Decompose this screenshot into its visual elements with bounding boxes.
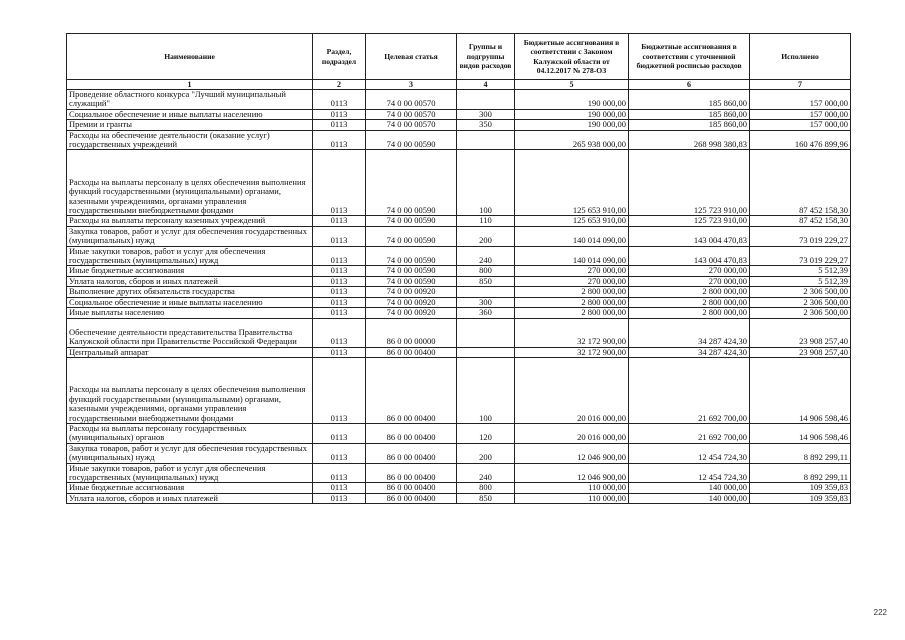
- row-executed: 8 892 299,11: [750, 463, 851, 483]
- row-name: Иные бюджетные ассигнования: [67, 483, 313, 493]
- table-row: [67, 109, 851, 119]
- row-refined-allocation: 185 860,00: [629, 90, 750, 110]
- row-section: 0113: [313, 297, 366, 307]
- row-law-allocation: 2 800 000,00: [515, 297, 629, 307]
- row-name: Иные закупки товаров, работ и услуг для обеспечения государственных (муниципальных) нужд: [67, 246, 313, 266]
- row-executed: 87 452 158,30: [750, 216, 851, 226]
- row-executed: 109 359,83: [750, 493, 851, 503]
- row-name: Расходы на выплаты персоналу в целях обеспечения выполнения функций государственными (муниципальными) органами, казенными учреждениями, органами управления государственными внебюджетными фондами: [67, 150, 313, 216]
- row-section: 0113: [313, 266, 366, 276]
- row-section: 0113: [313, 216, 366, 226]
- row-target-article: 74 0 00 00590: [366, 246, 457, 266]
- row-section: 0113: [313, 308, 366, 318]
- col-number: 6: [629, 80, 750, 90]
- table-row: [67, 150, 851, 216]
- row-section: 0113: [313, 276, 366, 286]
- row-law-allocation: 12 046 900,00: [515, 463, 629, 483]
- row-target-article: 74 0 00 00920: [366, 297, 457, 307]
- row-refined-allocation: 125 723 910,00: [629, 150, 750, 216]
- row-name: Проведение областного конкурса "Лучший муниципальный служащий": [67, 90, 313, 110]
- row-expense-group: 110: [457, 216, 515, 226]
- row-target-article: 86 0 00 00400: [366, 347, 457, 357]
- row-target-article: 74 0 00 00590: [366, 150, 457, 216]
- table-row: [67, 483, 851, 493]
- row-target-article: 74 0 00 00590: [366, 226, 457, 246]
- header-expense-group: Группы и подгруппы видов расходов: [457, 34, 515, 80]
- page-number: 222: [873, 608, 887, 617]
- row-executed: 5 512,39: [750, 276, 851, 286]
- row-expense-group: 800: [457, 266, 515, 276]
- row-name: Расходы на выплаты персоналу казенных учреждений: [67, 216, 313, 226]
- row-refined-allocation: 143 004 470,83: [629, 246, 750, 266]
- table-row: [67, 318, 851, 347]
- table-row: [67, 493, 851, 503]
- col-number: 5: [515, 80, 629, 90]
- row-law-allocation: 190 000,00: [515, 109, 629, 119]
- header-law-allocations: Бюджетные ассигнования в соответствии с Законом Калужской области от 04.12.2017 № 278-ОЗ: [515, 34, 629, 80]
- table-row: [67, 276, 851, 286]
- col-number: 3: [366, 80, 457, 90]
- row-target-article: 86 0 00 00400: [366, 493, 457, 503]
- row-target-article: 74 0 00 00590: [366, 130, 457, 150]
- header-executed: Исполнено: [750, 34, 851, 80]
- row-law-allocation: 110 000,00: [515, 483, 629, 493]
- row-name: Центральный аппарат: [67, 347, 313, 357]
- row-refined-allocation: 140 000,00: [629, 493, 750, 503]
- row-refined-allocation: 185 860,00: [629, 120, 750, 130]
- row-name: Социальное обеспечение и иные выплаты населению: [67, 109, 313, 119]
- row-name: Уплата налогов, сборов и иных платежей: [67, 493, 313, 503]
- row-name: Иные выплаты населению: [67, 308, 313, 318]
- header-name: Наименование: [67, 34, 313, 80]
- row-name: Социальное обеспечение и иные выплаты населению: [67, 297, 313, 307]
- row-executed: 109 359,83: [750, 483, 851, 493]
- table-row: [67, 226, 851, 246]
- row-section: 0113: [313, 120, 366, 130]
- row-executed: 14 906 598,46: [750, 423, 851, 443]
- row-name: Выполнение других обязательств государства: [67, 287, 313, 297]
- row-refined-allocation: 270 000,00: [629, 266, 750, 276]
- table-row: [67, 308, 851, 318]
- row-refined-allocation: 12 454 724,30: [629, 463, 750, 483]
- row-name: Расходы на выплаты персоналу государственных (муниципальных) органов: [67, 423, 313, 443]
- row-target-article: 74 0 00 00570: [366, 109, 457, 119]
- row-section: 0113: [313, 287, 366, 297]
- row-target-article: 74 0 00 00570: [366, 90, 457, 110]
- row-executed: 160 476 899,96: [750, 130, 851, 150]
- row-expense-group: 100: [457, 150, 515, 216]
- row-executed: 87 452 158,30: [750, 150, 851, 216]
- row-law-allocation: 12 046 900,00: [515, 443, 629, 463]
- row-refined-allocation: 2 800 000,00: [629, 287, 750, 297]
- col-number: 7: [750, 80, 851, 90]
- row-executed: 157 000,00: [750, 120, 851, 130]
- row-target-article: 86 0 00 00400: [366, 443, 457, 463]
- row-law-allocation: 140 014 090,00: [515, 226, 629, 246]
- row-target-article: 74 0 00 00920: [366, 308, 457, 318]
- table-row: [67, 216, 851, 226]
- row-law-allocation: 190 000,00: [515, 120, 629, 130]
- budget-table: [66, 33, 851, 504]
- row-section: 0113: [313, 130, 366, 150]
- row-law-allocation: 265 938 000,00: [515, 130, 629, 150]
- row-name: Уплата налогов, сборов и иных платежей: [67, 276, 313, 286]
- row-law-allocation: 20 016 000,00: [515, 357, 629, 423]
- col-number: 1: [67, 80, 313, 90]
- row-executed: 73 019 229,27: [750, 226, 851, 246]
- row-expense-group: [457, 347, 515, 357]
- row-executed: 2 306 500,00: [750, 287, 851, 297]
- table-row: [67, 90, 851, 110]
- row-refined-allocation: 21 692 700,00: [629, 423, 750, 443]
- table-row: [67, 246, 851, 266]
- row-expense-group: [457, 130, 515, 150]
- budget-table-sheet: [66, 33, 851, 504]
- row-refined-allocation: 268 998 380,83: [629, 130, 750, 150]
- row-name: Расходы на обеспечение деятельности (оказание услуг) государственных учреждений: [67, 130, 313, 150]
- col-number: 2: [313, 80, 366, 90]
- row-law-allocation: 270 000,00: [515, 266, 629, 276]
- column-number-row: [67, 80, 851, 90]
- row-refined-allocation: 2 800 000,00: [629, 308, 750, 318]
- row-section: 0113: [313, 90, 366, 110]
- table-body: [67, 90, 851, 504]
- row-expense-group: 200: [457, 443, 515, 463]
- row-expense-group: 800: [457, 483, 515, 493]
- row-executed: 2 306 500,00: [750, 308, 851, 318]
- row-law-allocation: 190 000,00: [515, 90, 629, 110]
- row-target-article: 86 0 00 00400: [366, 423, 457, 443]
- table-row: [67, 463, 851, 483]
- row-section: 0113: [313, 318, 366, 347]
- row-expense-group: 100: [457, 357, 515, 423]
- row-refined-allocation: 185 860,00: [629, 109, 750, 119]
- row-refined-allocation: 143 004 470,83: [629, 226, 750, 246]
- row-target-article: 86 0 00 00400: [366, 463, 457, 483]
- table-row: [67, 266, 851, 276]
- row-law-allocation: 2 800 000,00: [515, 308, 629, 318]
- row-section: 0113: [313, 226, 366, 246]
- row-expense-group: [457, 287, 515, 297]
- row-expense-group: 200: [457, 226, 515, 246]
- row-name: Премии и гранты: [67, 120, 313, 130]
- row-target-article: 86 0 00 00400: [366, 357, 457, 423]
- row-section: 0113: [313, 347, 366, 357]
- row-executed: 5 512,39: [750, 266, 851, 276]
- row-section: 0113: [313, 483, 366, 493]
- col-number: 4: [457, 80, 515, 90]
- table-row: [67, 357, 851, 423]
- row-law-allocation: 140 014 090,00: [515, 246, 629, 266]
- row-expense-group: [457, 90, 515, 110]
- row-expense-group: 300: [457, 297, 515, 307]
- row-name: Закупка товаров, работ и услуг для обеспечения государственных (муниципальных) нужд: [67, 443, 313, 463]
- row-section: 0113: [313, 109, 366, 119]
- row-refined-allocation: 140 000,00: [629, 483, 750, 493]
- row-name: Расходы на выплаты персоналу в целях обеспечения выполнения функций государственными (муниципальными) органами, казенными учреждениями, органами управления государственными внебюджетными фондами: [67, 357, 313, 423]
- row-target-article: 74 0 00 00590: [366, 216, 457, 226]
- row-section: 0113: [313, 443, 366, 463]
- row-target-article: 74 0 00 00590: [366, 276, 457, 286]
- row-refined-allocation: 12 454 724,30: [629, 443, 750, 463]
- row-section: 0113: [313, 463, 366, 483]
- row-executed: 157 000,00: [750, 109, 851, 119]
- row-law-allocation: 2 800 000,00: [515, 287, 629, 297]
- row-executed: 157 000,00: [750, 90, 851, 110]
- header-target-article: Целевая статья: [366, 34, 457, 80]
- row-law-allocation: 270 000,00: [515, 276, 629, 286]
- row-refined-allocation: 21 692 700,00: [629, 357, 750, 423]
- row-executed: 8 892 299,11: [750, 443, 851, 463]
- table-row: [67, 347, 851, 357]
- row-refined-allocation: 34 287 424,30: [629, 318, 750, 347]
- row-expense-group: 360: [457, 308, 515, 318]
- table-row: [67, 423, 851, 443]
- row-law-allocation: 125 653 910,00: [515, 150, 629, 216]
- header-refined-allocations: Бюджетные ассигнования в соответствии с уточненной бюджетной росписью расходов: [629, 34, 750, 80]
- row-expense-group: 240: [457, 463, 515, 483]
- row-expense-group: 300: [457, 109, 515, 119]
- row-expense-group: 850: [457, 493, 515, 503]
- row-executed: 73 019 229,27: [750, 246, 851, 266]
- row-section: 0113: [313, 150, 366, 216]
- row-refined-allocation: 2 800 000,00: [629, 297, 750, 307]
- row-section: 0113: [313, 357, 366, 423]
- row-target-article: 86 0 00 00400: [366, 483, 457, 493]
- table-row: [67, 297, 851, 307]
- table-row: [67, 287, 851, 297]
- row-target-article: 74 0 00 00590: [366, 266, 457, 276]
- row-refined-allocation: 125 723 910,00: [629, 216, 750, 226]
- table-row: [67, 130, 851, 150]
- row-expense-group: 120: [457, 423, 515, 443]
- row-section: 0113: [313, 423, 366, 443]
- row-executed: 23 908 257,40: [750, 347, 851, 357]
- row-refined-allocation: 270 000,00: [629, 276, 750, 286]
- table-row: [67, 120, 851, 130]
- row-target-article: 74 0 00 00570: [366, 120, 457, 130]
- row-law-allocation: 125 653 910,00: [515, 216, 629, 226]
- row-target-article: 74 0 00 00920: [366, 287, 457, 297]
- row-executed: 14 906 598,46: [750, 357, 851, 423]
- row-law-allocation: 110 000,00: [515, 493, 629, 503]
- table-header-row: [67, 34, 851, 80]
- row-name: Иные бюджетные ассигнования: [67, 266, 313, 276]
- row-name: Закупка товаров, работ и услуг для обеспечения государственных (муниципальных) нужд: [67, 226, 313, 246]
- row-expense-group: 350: [457, 120, 515, 130]
- row-section: 0113: [313, 246, 366, 266]
- row-executed: 23 908 257,40: [750, 318, 851, 347]
- row-law-allocation: 20 016 000,00: [515, 423, 629, 443]
- row-law-allocation: 32 172 900,00: [515, 347, 629, 357]
- row-expense-group: [457, 318, 515, 347]
- row-name: Иные закупки товаров, работ и услуг для обеспечения государственных (муниципальных) нужд: [67, 463, 313, 483]
- row-expense-group: 850: [457, 276, 515, 286]
- row-executed: 2 306 500,00: [750, 297, 851, 307]
- row-refined-allocation: 34 287 424,30: [629, 347, 750, 357]
- row-target-article: 86 0 00 00000: [366, 318, 457, 347]
- row-law-allocation: 32 172 900,00: [515, 318, 629, 347]
- row-section: 0113: [313, 493, 366, 503]
- row-expense-group: 240: [457, 246, 515, 266]
- table-row: [67, 443, 851, 463]
- header-section: Раздел, подраздел: [313, 34, 366, 80]
- row-name: Обеспечение деятельности представительства Правительства Калужской области при Правительстве Российской Федерации: [67, 318, 313, 347]
